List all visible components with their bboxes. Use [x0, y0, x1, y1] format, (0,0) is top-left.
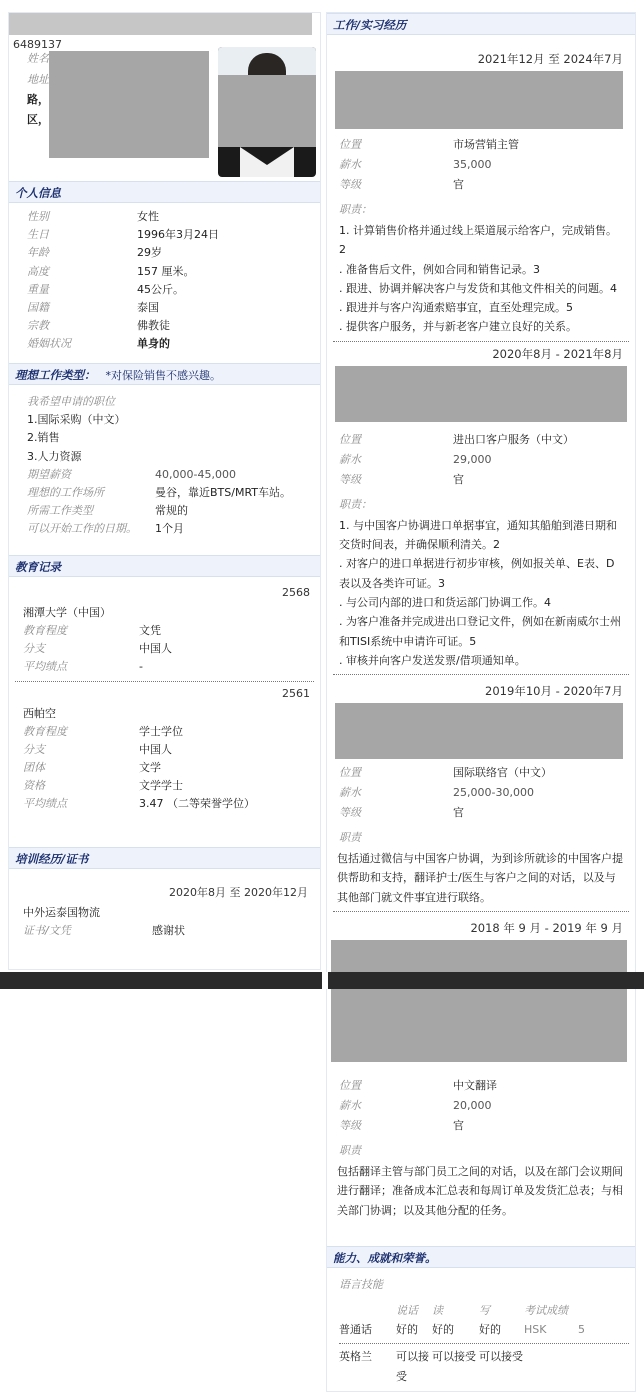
education-heading: 教育记录 [9, 555, 320, 577]
job-entry: 2021年12月 至 2024年7月 位置 市场营销主管 薪水 35,000 等级 官 职责： 1. 计算销售价格并通过线上渠道展示给客户，完成销售。2 . 准备售后文件，例如合同和销售记录。3 . 跟进、协调并解决客户与发货和其他文件相关的问题。4 . 跟进并与客户沟通索赔事宜，直至处理完成。5 . 提供客户服务，并与新老客户建立良好的关系。 [327, 35, 635, 342]
page-break-bar [0, 972, 644, 989]
ideal-job-list: 我希望申请的职位 1.国际采购（中文） 2.销售 3.人力资源 期望薪资 40,000-45,000 理想的工作场所 曼谷，靠近BTS/MRT车站。 所需工作类型 常规的 可以开始工作的日期。 1个月 [9, 385, 320, 555]
job-entry: 2020年8月 - 2021年8月 位置 进出口客户服务（中文） 薪水 29,000 等级 官 职责： 1. 与中国客户协调进口单据事宜，通知其船舶到港日期和交货时间表，并确保顺利清关。2 . 对客户的进口单据进行初步审核，例如报关单、E表、D表以及各类许可证。3 . 与公司内部的进口和货运部门协调工作。4 . 为客户准备并完成进出口登记文件，例如在新南威尔士州和TISI系统中申请许可证。5 . 审核并向客户发送发票/借项通知单。 [327, 342, 635, 675]
address-label: 地址 [27, 73, 49, 86]
personal-row: 国籍 泰国 [27, 300, 159, 314]
job-duties: 包括翻译主管与部门员工之间的对话，以及在部门会议期间进行翻译；准备成本汇总表和每周订单及发货汇总表；与相关部门协调；以及其他分配的任务。 [337, 1165, 623, 1217]
job-position: 市场营销主管 [453, 138, 519, 151]
job-salary: 20,000 [453, 1099, 492, 1113]
personal-row: 婚姻状况 单身的 [27, 337, 170, 351]
personal-row: 高度 157 厘米。 [27, 264, 195, 278]
training-entry [9, 869, 320, 940]
language-row: 英格兰 可以接受 可以接受 可以接受 [339, 1349, 523, 1383]
job-duties: 1. 与中国客户协调进口单据事宜，通知其船舶到港日期和交货时间表，并确保顺利清关。2 . 对客户的进口单据进行初步审核，例如报关单、E表、D表以及各类许可证。3 . 与公司内部的进口和货运部门协调工作。4 . 为客户准备并完成进出口登记文件，例如在新南威尔士州和TISI系统中申请许可证。5 . 审核并向客户发送发票/借项通知单。 [339, 518, 621, 667]
duties-label: 职责： [339, 497, 372, 511]
duties-label: 职责： [339, 203, 372, 216]
language-row: 普通话 好的 好的 好的 HSK 5 [339, 1322, 585, 1336]
skills-heading: 能力、成就和荣誉。 [327, 1246, 635, 1268]
personal-row: 重量 45公斤。 [27, 282, 184, 296]
redacted-name-bar [9, 13, 312, 35]
profile-photo [218, 47, 316, 177]
position-item: 2.销售 [27, 431, 60, 445]
redacted-company [331, 940, 627, 1062]
personal-row: 宗教 佛教徒 [27, 319, 170, 333]
education-list [9, 577, 320, 847]
job-level: 官 [453, 1119, 464, 1133]
job-entry: 2019年10月 - 2020年7月 位置 国际联络官（中文） 薪水 25,000-30,000 等级 官 职责 包括通过微信与中国客户协调，为到诊所就诊的中国客户提供帮助和支持，翻译护士/医生与客户之间的对话，以及与其他部门就文件事宜进行联络。 [327, 675, 635, 912]
language-table-header: 说话 读 写 考试成绩 [396, 1303, 568, 1317]
cert-value: 感谢状 [152, 924, 185, 937]
positions-label: 我希望申请的职位 [27, 395, 115, 408]
profile-header [9, 13, 320, 181]
ideal-job-note: *对保险销售不感兴趣。 [105, 369, 221, 382]
job-dates: 2021年12月 至 2024年7月 [477, 52, 623, 66]
school-name: 西帕空 [23, 706, 56, 720]
personal-info-list [9, 203, 320, 363]
language-table [339, 1302, 635, 1387]
personal-row: 年龄 29岁 [27, 246, 162, 260]
education-entry: 2561 西帕空 教育程度 学士学位 分支 中国人 团体 文学 资格 文学学士 平均绩点 3.47 （二等荣誉学位） [9, 682, 320, 814]
personal-row: 生日 1996年3月24日 [27, 228, 219, 242]
personal-info-heading: 个人信息 [9, 181, 320, 203]
duties-label: 职责 [339, 831, 361, 845]
position-item: 3.人力资源 [27, 449, 82, 463]
job-level: 官 [453, 178, 464, 191]
job-dates: 2018 年 9 月 - 2019 年 9 月 [470, 921, 623, 936]
left-column [8, 12, 321, 970]
position-item: 1.国际采购（中文） [27, 413, 126, 427]
school-name: 湘潭大学（中国） [23, 606, 111, 619]
job-position: 中文翻译 [453, 1079, 497, 1093]
redacted-company [335, 71, 623, 129]
training-dates: 2020年8月 至 2020年12月 [169, 886, 308, 899]
redacted-address-block [49, 51, 209, 158]
training-heading: 培训经历/证书 [9, 847, 320, 869]
job-duties: 包括通过微信与中国客户协调，为到诊所就诊的中国客户提供帮助和支持，翻译护士/医生与客户之间的对话，以及与其他部门就文件事宜进行联络。 [337, 852, 623, 904]
name-label: 姓名 [27, 52, 49, 65]
cert-label: 证书/文凭 [23, 924, 71, 937]
redacted-face [218, 75, 316, 147]
address-line-2: 区， [27, 113, 49, 126]
skills-section [327, 1274, 635, 1387]
training-org: 中外运泰国物流 [23, 906, 100, 919]
work-heading: 工作/实习经历 [327, 13, 635, 35]
personal-row: 性别 女性 [27, 210, 159, 223]
education-entry: 2568 湘潭大学（中国） 教育程度 文凭 分支 中国人 平均绩点 - [9, 577, 320, 682]
right-column [326, 12, 636, 1392]
job-duties: 1. 计算销售价格并通过线上渠道展示给客户，完成销售。2 . 准备售后文件，例如合同和销售记录。3 . 跟进、协调并解决客户与发货和其他文件相关的问题。4 . 跟进并与客户沟通索赔事宜，直至处理完成。5 . 提供客户服务，并与新老客户建立良好的关系。 [339, 224, 617, 334]
address-line-1: 路， [27, 93, 49, 106]
education-year: 2561 [282, 686, 310, 700]
job-salary: 29,000 [453, 452, 492, 466]
job-dates: 2019年10月 - 2020年7月 [485, 684, 623, 699]
duties-label: 职责 [339, 1144, 361, 1158]
redacted-company [335, 703, 623, 759]
education-year: 2568 [282, 586, 310, 599]
id-number: 6489137 [13, 38, 62, 51]
redacted-company [335, 366, 627, 422]
ideal-job-heading: 理想工作类型： *对保险销售不感兴趣。 [9, 363, 320, 385]
job-entry: 2018 年 9 月 - 2019 年 9 月 位置 中文翻译 薪水 20,000 等级 官 职责 包括翻译主管与部门员工之间的对话，以及在部门会议期间进行翻译；准备成本汇总表和每周订单及发货汇总表；与相关部门协调；以及其他分配的任务。 [327, 912, 635, 1220]
job-position: 进出口客户服务（中文） [453, 432, 574, 446]
language-skills-label: 语言技能 [339, 1277, 383, 1291]
job-level: 官 [453, 806, 464, 820]
job-salary: 35,000 [453, 158, 492, 171]
job-level: 官 [453, 472, 464, 486]
job-salary: 25,000-30,000 [453, 786, 534, 800]
job-position: 国际联络官（中文） [453, 766, 552, 780]
job-dates: 2020年8月 - 2021年8月 [492, 346, 623, 361]
